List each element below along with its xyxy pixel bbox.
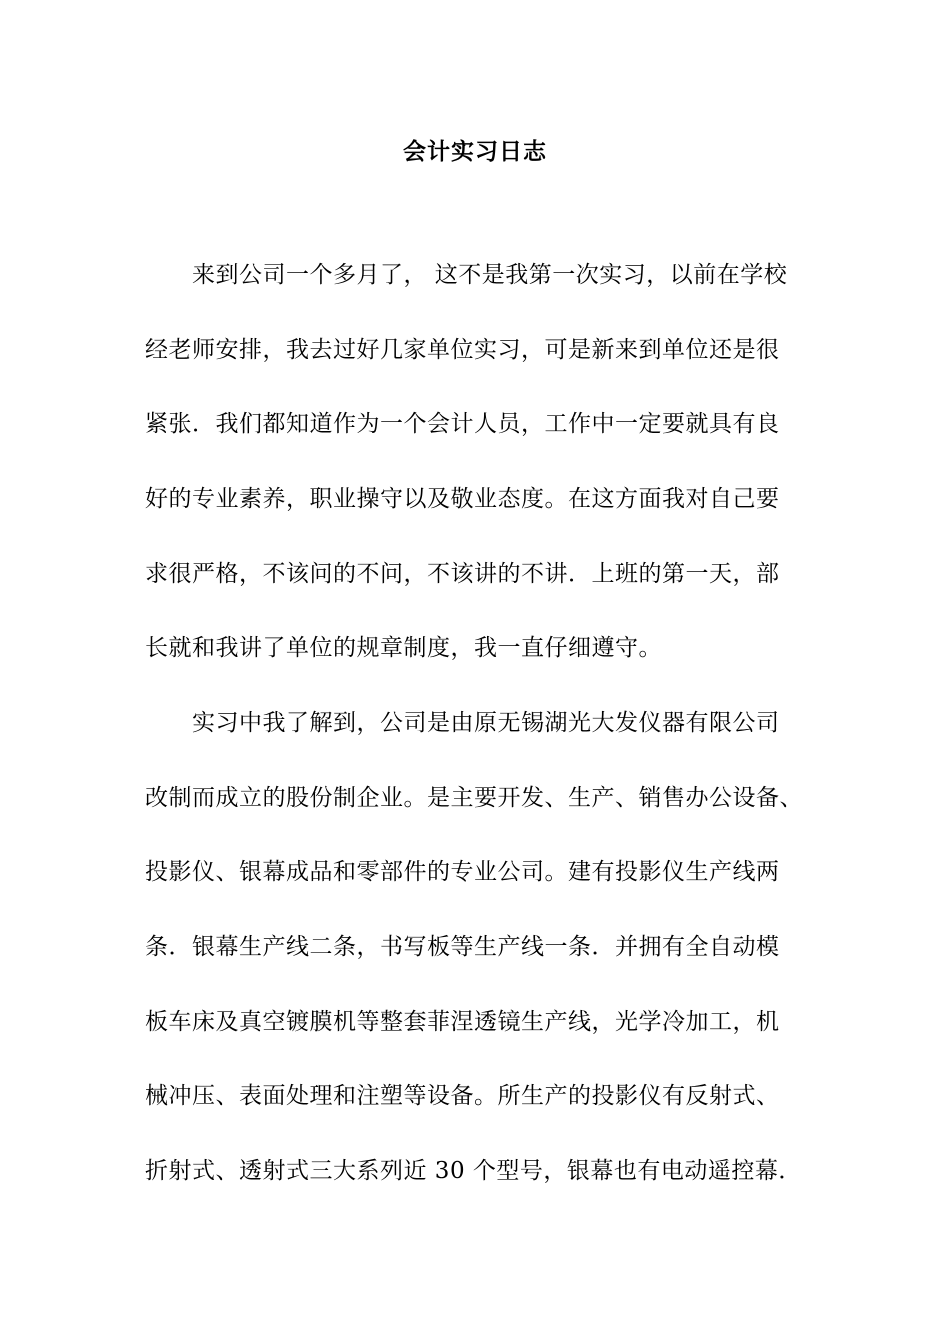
paragraph-2-line-7: 折射式、透射式三大系列近 30 个型号，银幕也有电动遥控幕． — [145, 1158, 802, 1184]
paragraph-2-line-1: 实习中我了解到，公司是由原无锡湖光大发仪器有限公司 — [192, 710, 780, 736]
paragraph-1-line-6: 长就和我讲了单位的规章制度，我一直仔细遵守。 — [145, 635, 662, 661]
document-title: 会计实习日志 — [403, 138, 547, 165]
paragraph-1-line-3: 紧张．我们都知道作为一个会计人员，工作中一定要就具有良 — [145, 411, 780, 437]
paragraph-1-line-5: 求很严格，不该问的不问，不该讲的不讲．上班的第一天，部 — [145, 561, 780, 587]
paragraph-2-line-6: 械冲压、表面处理和注塑等设备。所生产的投影仪有反射式、 — [145, 1083, 780, 1109]
paragraph-2-line-3: 投影仪、银幕成品和零部件的专业公司。建有投影仪生产线两 — [145, 859, 780, 885]
paragraph-1-line-1: 来到公司一个多月了， 这不是我第一次实习，以前在学校 — [192, 262, 788, 288]
paragraph-1-line-4: 好的专业素养，职业操守以及敬业态度。在这方面我对自己要 — [145, 486, 780, 512]
paragraph-2-line-4: 条．银幕生产线二条，书写板等生产线一条．并拥有全自动模 — [145, 934, 780, 960]
paragraph-2-line-5: 板车床及真空镀膜机等整套菲涅透镜生产线，光学冷加工，机 — [145, 1009, 780, 1035]
paragraph-1-line-2: 经老师安排，我去过好几家单位实习，可是新来到单位还是很 — [145, 337, 780, 363]
paragraph-2-line-2: 改制而成立的股份制企业。是主要开发、生产、销售办公设备、 — [145, 785, 803, 811]
